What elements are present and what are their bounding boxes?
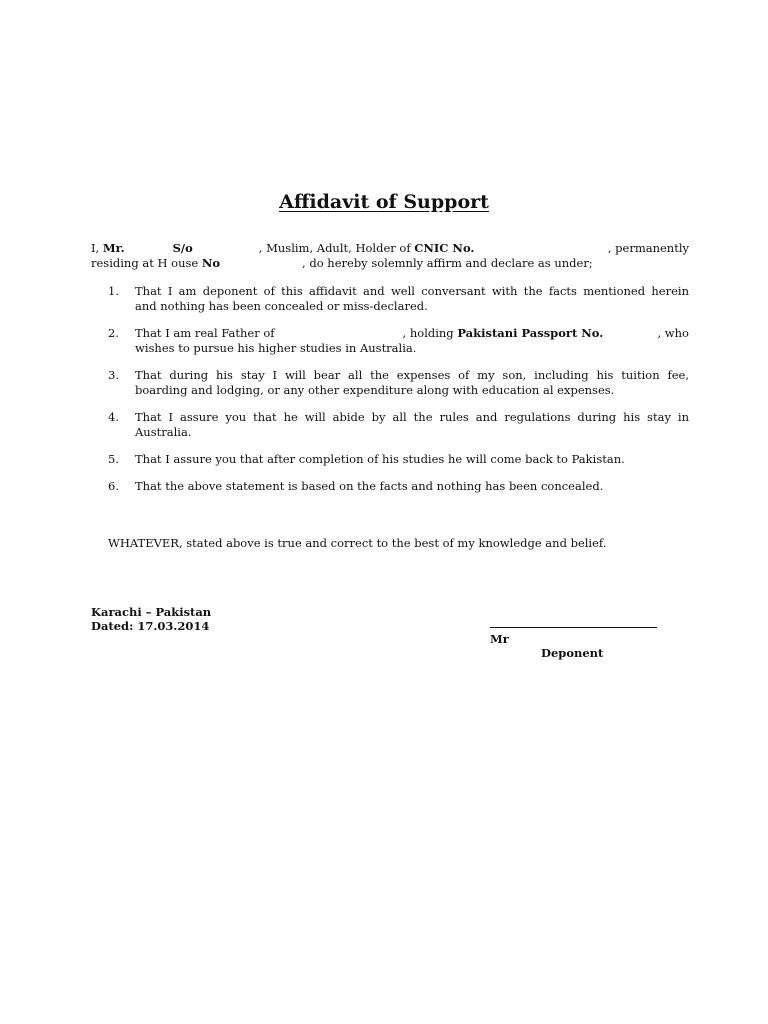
declarations-list bbox=[108, 284, 689, 506]
signatory-name: Mr bbox=[490, 632, 509, 646]
list-item: 3. That during his stay I will bear all the expenses of my son, including his tuition fee, boarding and lodging, or any other expenditure along with education al expenses. bbox=[108, 368, 689, 397]
place-and-date bbox=[91, 605, 211, 633]
mr-label: Mr. bbox=[102, 241, 125, 255]
intro-segment-b: , permanently bbox=[607, 241, 689, 255]
intro-segment-a: I, Mr. S/o , Muslim, Adult, Holder of CNIC No. bbox=[91, 241, 475, 255]
declaration-statement: WHATEVER, stated above is true and correct to the best of my knowledge and belief. bbox=[108, 536, 607, 550]
list-item: 6. That the above statement is based on the facts and nothing has been concealed. bbox=[108, 479, 604, 493]
passport-label: Pakistani Passport No. bbox=[457, 326, 604, 340]
signature-line bbox=[490, 627, 657, 628]
document-title: Affidavit of Support bbox=[279, 191, 489, 213]
son-of-label: S/o bbox=[172, 241, 193, 255]
list-item: 2. That I am real Father of , holding Pakistani Passport No. , who wishes to pursue his higher studies in Australia. bbox=[108, 326, 689, 355]
cnic-label: CNIC No. bbox=[414, 241, 475, 255]
list-item: 4. That I assure you that he will abide by all the rules and regulations during his stay in Australia. bbox=[108, 410, 689, 439]
list-item: 1. That I am deponent of this affidavit and well conversant with the facts mentioned herein and nothing has been concealed or miss-declared. bbox=[108, 284, 689, 313]
date-text: Dated: 17.03.2014 bbox=[91, 619, 210, 633]
intro-paragraph bbox=[91, 241, 689, 271]
signatory-role: Deponent bbox=[541, 646, 604, 660]
list-item: 5. That I assure you that after completion of his studies he will come back to Pakistan. bbox=[108, 452, 625, 466]
intro-line-2: residing at H ouse No , do hereby solemnly affirm and declare as under; bbox=[91, 256, 593, 270]
house-no-label: No bbox=[201, 256, 221, 270]
place-text: Karachi – Pakistan bbox=[91, 605, 212, 619]
